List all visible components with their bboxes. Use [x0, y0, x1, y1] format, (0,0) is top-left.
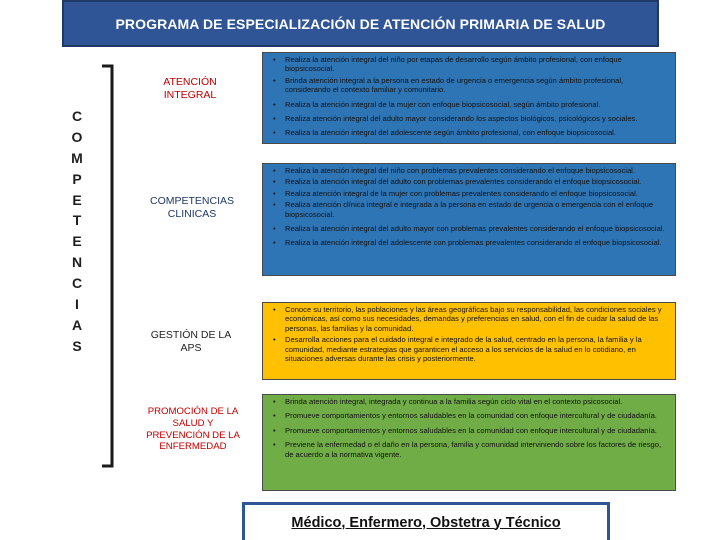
vertical-letter: T: [72, 212, 82, 229]
vertical-letter: E: [72, 233, 82, 250]
competency-item: • Realiza atención integral del adulto mayor considerando los aspectos biológicos, psicológicos y sociales.: [285, 114, 669, 123]
category-competencias-clinicas: COMPETENCIAS CLINICAS: [150, 195, 235, 220]
gestion-aps-list: [271, 305, 669, 363]
vertical-letter: S: [72, 337, 82, 354]
promocion-prevencion-box: [262, 394, 676, 491]
competency-item: • Realiza la atención integral del adolescente según ámbito profesional, con enfoque biopsicosocial.: [285, 128, 669, 137]
atencion-integral-box: [262, 52, 676, 144]
competency-item: • Promueve comportamientos y entornos saludables en la comunidad con enfoque intercultural y de ciudadanía.: [285, 411, 669, 420]
competency-item: • Realiza atención clínica integral e integrada a la persona en estado de urgencia o emergencia con el enfoque biopsicosocial.: [285, 200, 669, 219]
vertical-letter: M: [71, 149, 83, 166]
vertical-letter: C: [71, 108, 83, 124]
promocion-prevencion-list: [271, 397, 669, 459]
competency-item: • Previene la enfermedad o el daño en la persona, familia y comunidad interviniendo sobre los factores de riesgo, de acuerdo a la normativa vigente.: [285, 440, 669, 459]
vertical-letter: O: [71, 128, 83, 145]
professions-text: Médico, Enfermero, Obstetra y Técnico: [291, 514, 561, 531]
competency-item: • Realiza atención integral de la mujer con problemas prevalentes considerando el enfoque biopsicosocial.: [285, 189, 669, 198]
program-title-banner: [62, 0, 659, 47]
left-bracket: [100, 64, 122, 470]
vertical-letter: E: [72, 191, 82, 208]
gestion-aps-box: [262, 302, 676, 380]
competency-item: • Conoce su territorio, las poblaciones y las áreas geográficas bajo su responsabilidad, las condiciones sociales y económicas, así como sus necesidades, demandas y preferencias en salud, con el fin de cuidar la salud de las personas, las familias y la comunidad.: [285, 305, 669, 333]
category-promocion-prevencion: PROMOCIÓN DE LA SALUD Y PREVENCIÓN DE LA ENFERMEDAD: [146, 406, 240, 453]
program-title: PROGRAMA DE ESPECIALIZACIÓN DE ATENCIÓN PRIMARIA DE SALUD: [115, 15, 606, 32]
category-atencion-integral: ATENCIÓN INTEGRAL: [163, 76, 217, 101]
atencion-integral-list: [271, 55, 669, 138]
competency-item: • Brinda atención integral, integrada y continua a la familia según ciclo vital en el contexto psicosocial.: [285, 397, 669, 406]
competency-item: • Desarrolla acciones para el cuidado integral e integrado de la salud, centrado en la persona, la familia y la comunidad, mediante estrategias que garanticen el acceso a los servicios de la salud en lo cotidiano, en situaciones adversas durante las crisis y posteriormente.: [285, 335, 669, 363]
category-gestion-aps: GESTIÓN DE LA APS: [150, 329, 232, 354]
professions-footer: [242, 502, 610, 540]
vertical-letter: P: [72, 170, 82, 187]
competency-item: • Realiza la atención integral del adolescente con problemas prevalentes considerando el enfoque biopsicosocial.: [285, 238, 669, 247]
competency-item: • Realiza la atención integral del niño por etapas de desarrollo según ámbito profesional, con enfoque biopsicosocial.: [285, 55, 669, 74]
competency-item: • Realiza la atención integral del niño con problemas prevalentes considerando el enfoque biopsicosocial.: [285, 166, 669, 175]
competencias-vertical-word: [64, 106, 90, 357]
competency-item: • Realiza la atención integral del adulto mayor con problemas prevalentes considerando el enfoque biopsicosocial.: [285, 224, 669, 233]
vertical-letter: I: [75, 296, 79, 313]
competency-item: • Brinda atención integral a la persona en estado de urgencia o emergencia según ámbito profesional, considerando el contexto familiar y comunitario.: [285, 76, 669, 95]
vertical-letter: C: [71, 275, 83, 292]
competency-item: • Promueve comportamientos y entornos saludables en la comunidad con enfoque intercultural y de ciudadanía.: [285, 426, 669, 435]
competencias-clinicas-box: [262, 163, 676, 276]
vertical-letter: N: [71, 254, 83, 271]
competency-item: • Realiza la atención integral del adulto con problemas prevalentes considerando el enfoque biopsicosocial.: [285, 177, 669, 186]
competencias-clinicas-list: [271, 166, 669, 248]
competency-item: • Realiza la atención integral de la mujer con enfoque biopsicosocial, según ámbito profesional.: [285, 100, 669, 109]
vertical-letter: A: [71, 316, 83, 333]
